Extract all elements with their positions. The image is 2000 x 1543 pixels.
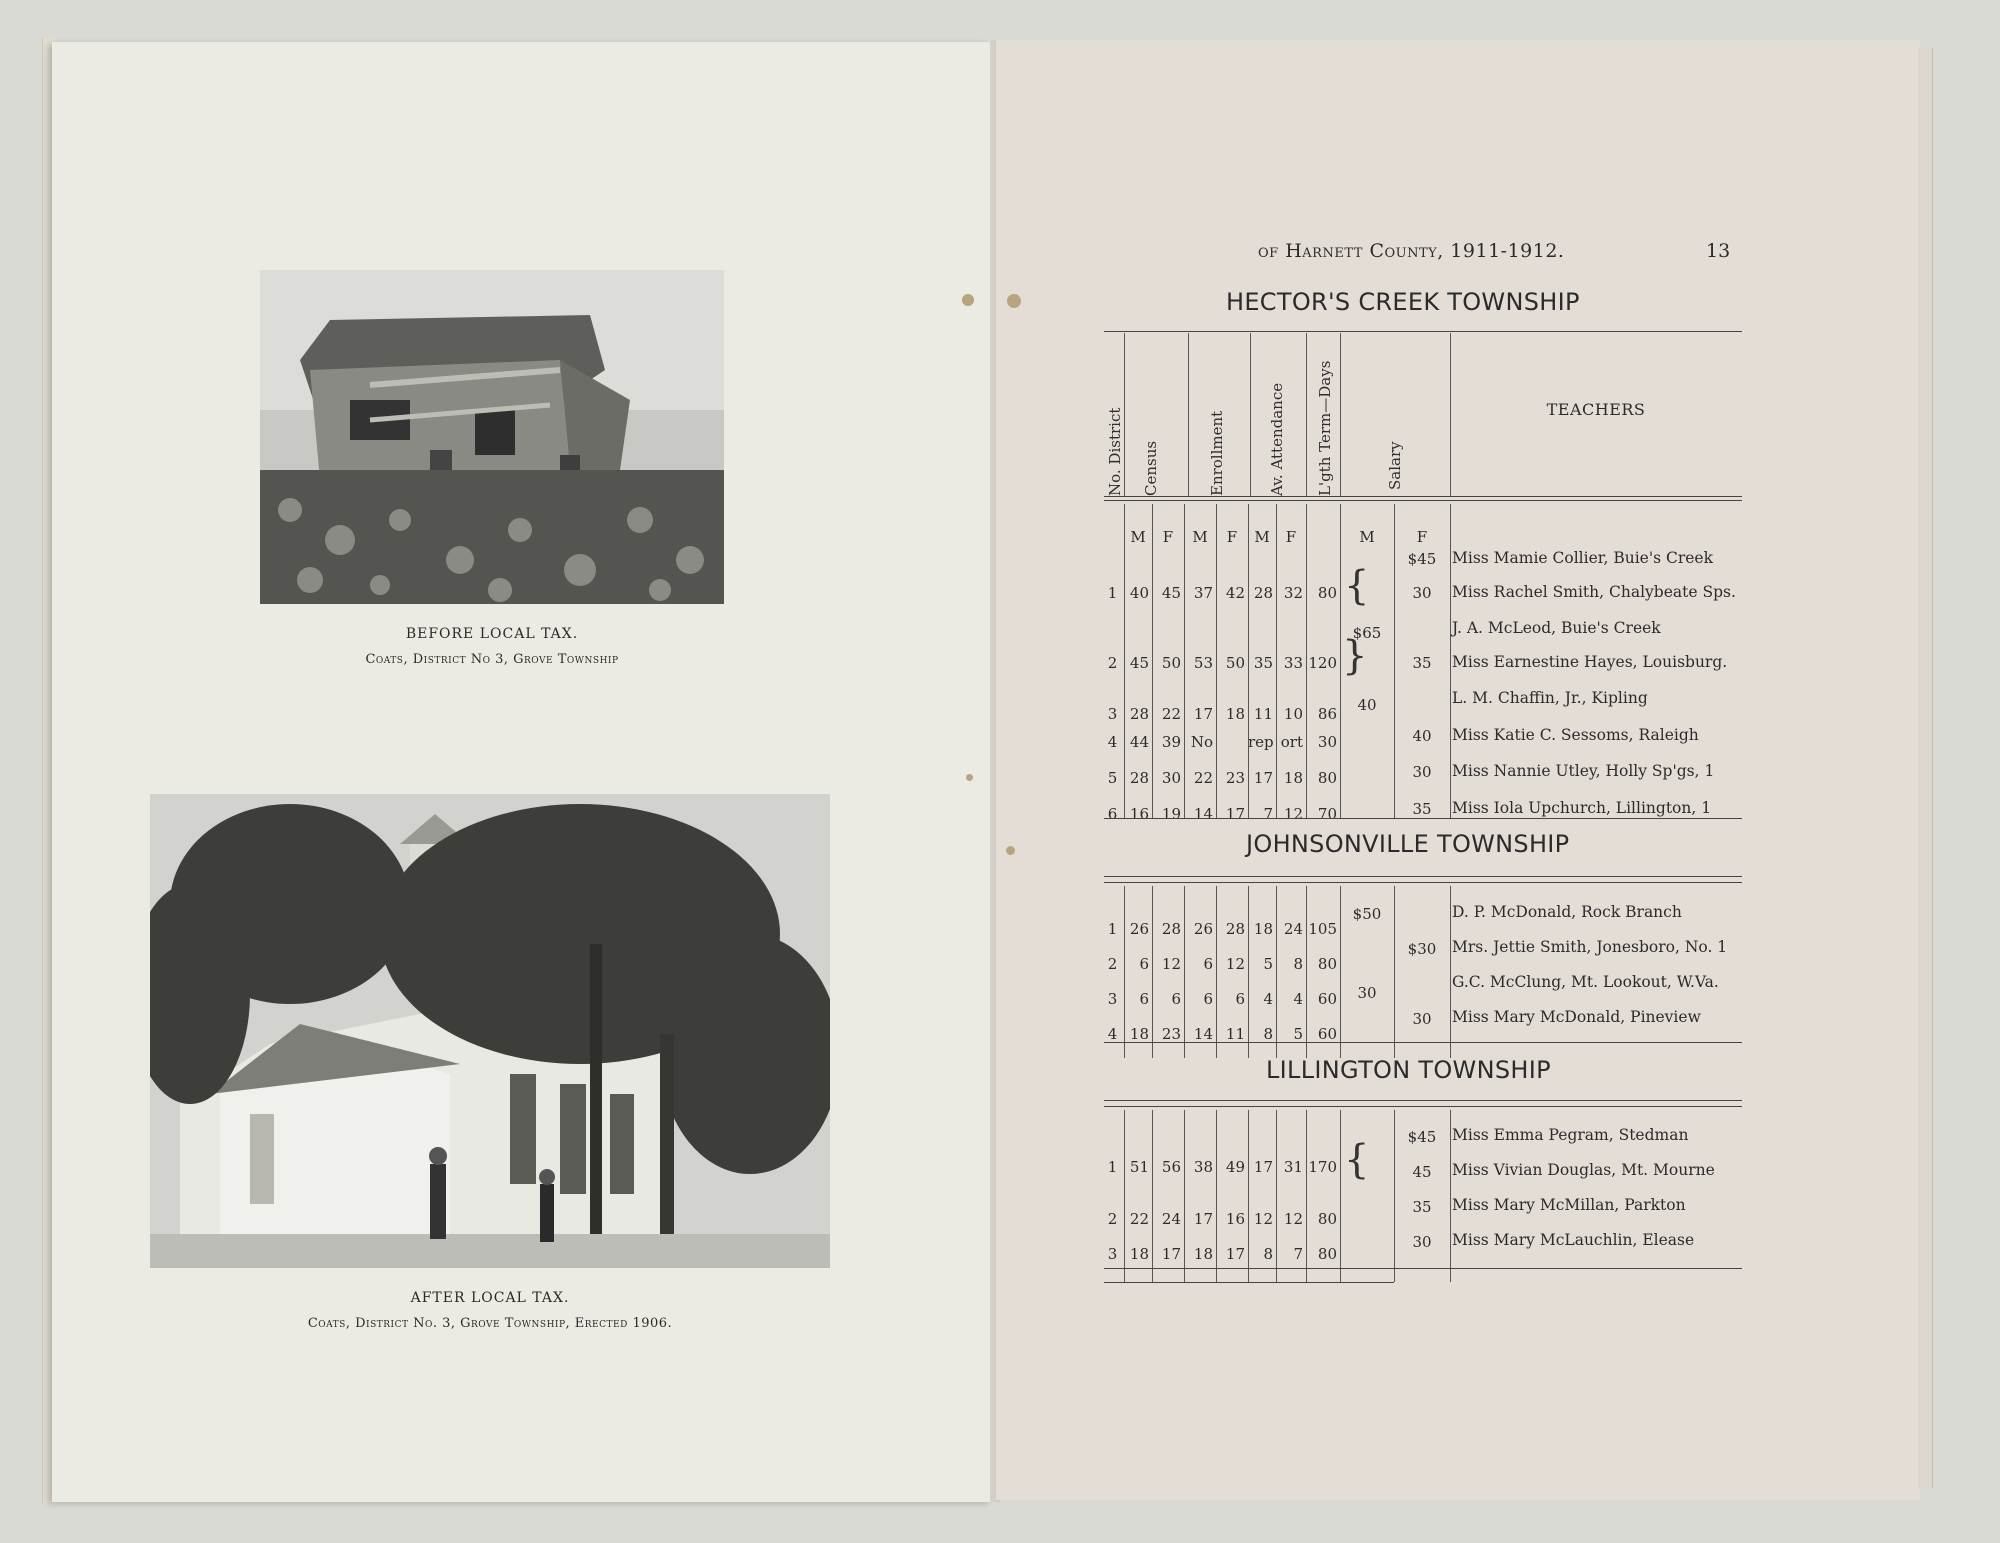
- cell-d: 4: [1107, 1025, 1118, 1043]
- teacher-name: Miss Rachel Smith, Chalybeate Sps.: [1452, 583, 1736, 601]
- teacher-name: Miss Earnestine Hayes, Louisburg.: [1452, 653, 1728, 671]
- rule-line: [1104, 1100, 1742, 1101]
- right-page-edge: [1918, 48, 1933, 1488]
- header-av-attendance: Av. Attendance: [1268, 382, 1286, 496]
- column-divider: [1450, 504, 1451, 818]
- cell-em: 22: [1193, 769, 1213, 787]
- binding-hole: [1006, 846, 1015, 855]
- caption-after-subtitle: Coats, District No. 3, Grove Township, Erected 1906.: [307, 1316, 673, 1331]
- cell-d: 6: [1107, 805, 1118, 823]
- cell-em: 17: [1193, 1210, 1213, 1228]
- cell-cm: 51: [1129, 1158, 1149, 1176]
- cell-sf: 35: [1412, 654, 1432, 672]
- column-divider: [1450, 1110, 1451, 1282]
- cell-af: 12: [1283, 805, 1303, 823]
- cell-term: 80: [1317, 1245, 1337, 1263]
- column-divider: [1124, 886, 1125, 1058]
- cell-sm: $50: [1352, 905, 1382, 923]
- cell-d: 1: [1107, 1158, 1118, 1176]
- cell-cm: 6: [1139, 955, 1149, 973]
- column-divider: [1340, 886, 1341, 1058]
- cell-cf: 17: [1161, 1245, 1181, 1263]
- teacher-name: Miss Iola Upchurch, Lillington, 1: [1452, 799, 1712, 817]
- cell-em: 6: [1203, 955, 1213, 973]
- cell-cf: 22: [1161, 705, 1181, 723]
- cell-ef: 11: [1225, 1025, 1245, 1043]
- cell-am: 7: [1263, 805, 1273, 823]
- cell-em: 38: [1193, 1158, 1213, 1176]
- teacher-name: Miss Mary McMillan, Parkton: [1452, 1196, 1686, 1214]
- cell-d: 1: [1107, 584, 1118, 602]
- rule-line: [1104, 1106, 1742, 1107]
- column-divider: [1152, 886, 1153, 1058]
- page-number: 13: [1706, 240, 1731, 262]
- cell-term: 120: [1308, 654, 1337, 672]
- cell-am: 4: [1263, 990, 1273, 1008]
- section-end-rule: [1104, 1042, 1742, 1043]
- cell-em: 14: [1193, 805, 1213, 823]
- cell-cf: 56: [1161, 1158, 1181, 1176]
- cell-term: 60: [1317, 1025, 1337, 1043]
- cell-af: 32: [1283, 584, 1303, 602]
- cell-am: 11: [1253, 705, 1273, 723]
- cell-cm: 18: [1129, 1025, 1149, 1043]
- brace-mark: {: [1342, 633, 1368, 679]
- cell-ef: 16: [1225, 1210, 1245, 1228]
- subheader-f: F: [1416, 528, 1428, 546]
- cell-ef: 50: [1225, 654, 1245, 672]
- column-divider: [1248, 886, 1249, 1058]
- table-bottom-rule: [1104, 1282, 1394, 1283]
- column-divider: [1394, 886, 1395, 1058]
- caption-before-subtitle: Coats, District No 3, Grove Township: [365, 652, 619, 667]
- column-divider: [1184, 886, 1185, 1058]
- cell-sm: 40: [1357, 696, 1377, 714]
- column-divider: [1152, 1110, 1153, 1282]
- cell-cm: 22: [1129, 1210, 1149, 1228]
- cell-d: 1: [1107, 920, 1118, 938]
- column-divider: [1306, 1110, 1307, 1282]
- teacher-name: Miss Vivian Douglas, Mt. Mourne: [1452, 1161, 1715, 1179]
- cell-sf: 30: [1412, 763, 1432, 781]
- column-divider: [1216, 1110, 1217, 1282]
- cell-am: 28: [1253, 584, 1273, 602]
- column-divider: [1276, 886, 1277, 1058]
- cell-ef: 18: [1225, 705, 1245, 723]
- cell-cm: 26: [1129, 920, 1149, 938]
- cell-term: 80: [1317, 769, 1337, 787]
- subheader-m: M: [1130, 528, 1146, 546]
- cell-am: 35: [1253, 654, 1273, 672]
- cell-af: 10: [1283, 705, 1303, 723]
- cell-em: 6: [1203, 990, 1213, 1008]
- caption-before-title: BEFORE LOCAL TAX.: [405, 626, 579, 642]
- binding-hole: [962, 294, 974, 306]
- cell-cf: 6: [1171, 990, 1181, 1008]
- cell-am: 5: [1263, 955, 1273, 973]
- column-divider: [1188, 333, 1189, 496]
- cell-cf: 24: [1161, 1210, 1181, 1228]
- column-divider: [1248, 1110, 1249, 1282]
- cell-af: 5: [1293, 1025, 1303, 1043]
- cell-em: 37: [1193, 584, 1213, 602]
- cell-term: 70: [1317, 805, 1337, 823]
- new-schoolhouse-illustration: [150, 794, 830, 1268]
- cell-sf: $45: [1407, 550, 1437, 568]
- cell-term: 80: [1317, 955, 1337, 973]
- cell-cm: 45: [1129, 654, 1149, 672]
- subheader-m: M: [1254, 528, 1270, 546]
- column-divider: [1152, 504, 1153, 818]
- cell-term: 80: [1317, 1210, 1337, 1228]
- subheader-f: F: [1285, 528, 1297, 546]
- rule-line: [1104, 882, 1742, 883]
- rule-line: [1104, 500, 1742, 501]
- cell-cf: 39: [1161, 733, 1181, 751]
- cell-am: 8: [1263, 1025, 1273, 1043]
- cell-sf: 35: [1412, 800, 1432, 818]
- left-page: [52, 42, 992, 1502]
- cell-d: 3: [1107, 705, 1118, 723]
- cell-ef: 42: [1225, 584, 1245, 602]
- column-divider: [1124, 504, 1125, 818]
- teacher-name: Miss Mary McLauchlin, Elease: [1452, 1231, 1695, 1249]
- teacher-name: Mrs. Jettie Smith, Jonesboro, No. 1: [1452, 938, 1728, 956]
- cell-sf: 45: [1412, 1163, 1432, 1181]
- teacher-name: Miss Mary McDonald, Pineview: [1452, 1008, 1701, 1026]
- cell-am: 8: [1263, 1245, 1273, 1263]
- photo-after-local-tax: [150, 794, 830, 1268]
- cell-cf: 50: [1161, 654, 1181, 672]
- cell-d: 4: [1107, 733, 1118, 751]
- cell-em: 26: [1193, 920, 1213, 938]
- cell-d: 2: [1107, 955, 1118, 973]
- cell-term: 60: [1317, 990, 1337, 1008]
- cell-sf: 30: [1412, 584, 1432, 602]
- cell-term: 30: [1317, 733, 1337, 751]
- cell-af: 31: [1283, 1158, 1303, 1176]
- cell-em: 17: [1193, 705, 1213, 723]
- cell-cm: 40: [1129, 584, 1149, 602]
- column-divider: [1248, 504, 1249, 818]
- column-divider: [1340, 1110, 1341, 1282]
- section-end-rule: [1104, 818, 1742, 819]
- cell-am: rep: [1248, 733, 1274, 751]
- cell-sf: 40: [1412, 727, 1432, 745]
- header-salary: Salary: [1386, 441, 1404, 490]
- cell-af: 7: [1293, 1245, 1303, 1263]
- subheader-f: F: [1162, 528, 1174, 546]
- column-divider: [1306, 504, 1307, 818]
- column-divider: [1216, 504, 1217, 818]
- teacher-name: D. P. McDonald, Rock Branch: [1452, 903, 1682, 921]
- cell-cm: 18: [1129, 1245, 1149, 1263]
- brace-mark: {: [1344, 1137, 1370, 1183]
- brace-mark: {: [1344, 563, 1370, 609]
- column-divider: [1276, 504, 1277, 818]
- binding-hole: [1007, 294, 1021, 308]
- cell-cf: 12: [1161, 955, 1181, 973]
- cell-term: 170: [1308, 1158, 1337, 1176]
- column-divider: [1276, 1110, 1277, 1282]
- cell-cf: 30: [1161, 769, 1181, 787]
- header-no-district: No. District: [1106, 407, 1124, 496]
- section-title-johnsonville: JOHNSONVILLE TOWNSHIP: [1246, 830, 1570, 858]
- cell-am: 18: [1253, 920, 1273, 938]
- column-divider: [1306, 333, 1307, 496]
- column-divider: [1184, 1110, 1185, 1282]
- teacher-name: Miss Katie C. Sessoms, Raleigh: [1452, 726, 1699, 744]
- cell-ef: 23: [1225, 769, 1245, 787]
- teacher-name: L. M. Chaffin, Jr., Kipling: [1452, 689, 1648, 707]
- cell-cf: 23: [1161, 1025, 1181, 1043]
- column-divider: [1306, 886, 1307, 1058]
- cell-sf: 30: [1412, 1233, 1432, 1251]
- cell-em: 18: [1193, 1245, 1213, 1263]
- photo-before-local-tax: [260, 270, 724, 604]
- cell-term: 105: [1308, 920, 1337, 938]
- column-divider: [1450, 886, 1451, 1058]
- cell-cm: 16: [1129, 805, 1149, 823]
- header-enrollment: Enrollment: [1208, 410, 1226, 496]
- column-divider: [1124, 1110, 1125, 1282]
- cell-ef: 49: [1225, 1158, 1245, 1176]
- cell-af: 8: [1293, 955, 1303, 973]
- column-divider: [1340, 333, 1341, 496]
- cell-af: 12: [1283, 1210, 1303, 1228]
- binding-hole: [966, 774, 973, 781]
- cell-af: 18: [1283, 769, 1303, 787]
- cell-em: No: [1190, 733, 1213, 751]
- cell-af: ort: [1280, 733, 1303, 751]
- header-census: Census: [1142, 440, 1160, 496]
- cell-sm: $65: [1352, 624, 1382, 642]
- cell-af: 24: [1283, 920, 1303, 938]
- cell-ef: 6: [1235, 990, 1245, 1008]
- cell-d: 2: [1107, 654, 1118, 672]
- teacher-name: Miss Emma Pegram, Stedman: [1452, 1126, 1689, 1144]
- column-divider: [1250, 333, 1251, 496]
- cell-am: 17: [1253, 1158, 1273, 1176]
- cell-d: 3: [1107, 1245, 1118, 1263]
- section-title-lillington: LILLINGTON TOWNSHIP: [1266, 1056, 1551, 1084]
- cell-ef: 17: [1225, 1245, 1245, 1263]
- cell-sf: 30: [1412, 1010, 1432, 1028]
- cell-cf: 45: [1161, 584, 1181, 602]
- cell-ef: 12: [1225, 955, 1245, 973]
- subheader-m: M: [1359, 528, 1375, 546]
- cell-am: 12: [1253, 1210, 1273, 1228]
- teacher-name: Miss Mamie Collier, Buie's Creek: [1452, 549, 1713, 567]
- cell-d: 2: [1107, 1210, 1118, 1228]
- running-head: of Harnett County, 1911-1912.: [1258, 240, 1565, 262]
- cell-d: 5: [1107, 769, 1118, 787]
- column-divider: [1216, 886, 1217, 1058]
- column-divider: [1340, 504, 1341, 818]
- cell-cm: 28: [1129, 705, 1149, 723]
- column-divider: [1184, 504, 1185, 818]
- section-title-hectors-creek: HECTOR'S CREEK TOWNSHIP: [1226, 288, 1580, 316]
- cell-af: 33: [1283, 654, 1303, 672]
- cell-sm: 30: [1357, 984, 1377, 1002]
- teacher-name: G.C. McClung, Mt. Lookout, W.Va.: [1452, 973, 1719, 991]
- cell-cf: 19: [1161, 805, 1181, 823]
- section-end-rule: [1104, 1268, 1742, 1269]
- header-teachers: TEACHERS: [1546, 400, 1646, 419]
- teacher-name: J. A. McLeod, Buie's Creek: [1452, 619, 1661, 637]
- cell-term: 80: [1317, 584, 1337, 602]
- cell-sf: 35: [1412, 1198, 1432, 1216]
- cell-ef: 28: [1225, 920, 1245, 938]
- header-length-term: L'gth Term—Days: [1316, 360, 1334, 496]
- caption-after-title: AFTER LOCAL TAX.: [410, 1290, 570, 1306]
- cell-sf: $45: [1407, 1128, 1437, 1146]
- cell-em: 53: [1193, 654, 1213, 672]
- subheader-f: F: [1226, 528, 1238, 546]
- rule-line: [1104, 496, 1742, 497]
- cell-cm: 28: [1129, 769, 1149, 787]
- column-divider: [1124, 333, 1125, 496]
- cell-d: 3: [1107, 990, 1118, 1008]
- cell-sf: $30: [1407, 940, 1437, 958]
- cell-cm: 44: [1129, 733, 1149, 751]
- column-divider: [1394, 1110, 1395, 1282]
- cell-ef: 17: [1225, 805, 1245, 823]
- cell-term: 86: [1317, 705, 1337, 723]
- cell-em: 14: [1193, 1025, 1213, 1043]
- cell-cm: 6: [1139, 990, 1149, 1008]
- cell-cf: 28: [1161, 920, 1181, 938]
- cell-af: 4: [1293, 990, 1303, 1008]
- old-schoolhouse-illustration: [260, 270, 724, 604]
- teacher-name: Miss Nannie Utley, Holly Sp'gs, 1: [1452, 762, 1715, 780]
- rule-line: [1104, 331, 1742, 332]
- subheader-m: M: [1192, 528, 1208, 546]
- column-divider: [1394, 504, 1395, 818]
- cell-am: 17: [1253, 769, 1273, 787]
- rule-line: [1104, 876, 1742, 877]
